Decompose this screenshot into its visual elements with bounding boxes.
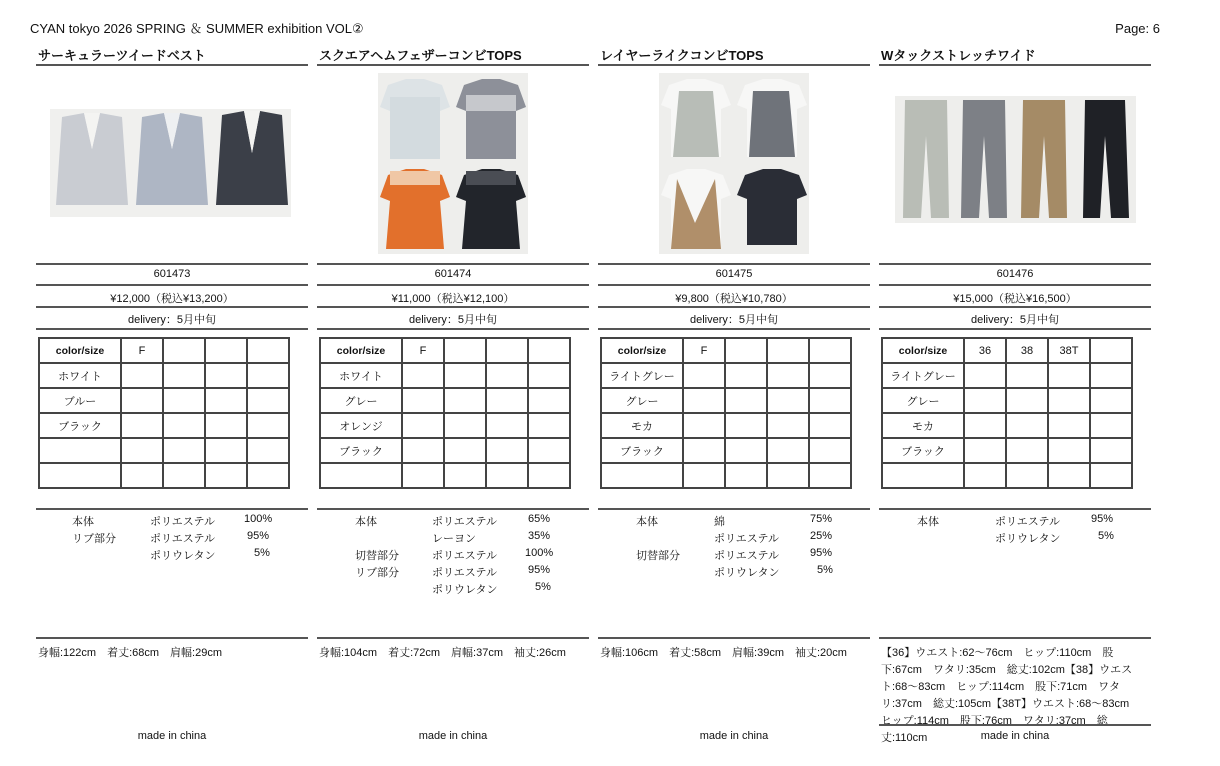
material-fiber: ポリエステル — [714, 533, 780, 545]
size-cell — [486, 338, 528, 363]
color-label: ブラック — [320, 438, 402, 463]
divider — [317, 637, 589, 639]
color-label: ブラック — [39, 413, 121, 438]
material-percent: 100% — [525, 547, 554, 559]
material-part: 切替部分 — [355, 550, 399, 562]
size-color-table — [319, 337, 571, 489]
size-color-table — [881, 337, 1133, 489]
material-percent: 95% — [810, 547, 833, 559]
product-price: ¥15,000（税込¥16,500） — [953, 293, 1077, 305]
made-in: made in china — [980, 730, 1050, 742]
size-color-table — [38, 337, 290, 489]
divider — [317, 306, 589, 308]
material-fiber: ポリウレタン — [432, 584, 498, 596]
material-fiber: 綿 — [714, 516, 725, 528]
size-cell: 38T — [1048, 338, 1090, 363]
material-fiber: レーヨン — [432, 533, 476, 545]
size-cell: 38 — [1006, 338, 1048, 363]
product-name: サーキュラーツイードベスト — [38, 48, 206, 63]
product-name: スクエアヘムフェザーコンビTOPS — [319, 48, 522, 63]
size-cell — [725, 338, 767, 363]
color-label: グレー — [882, 388, 964, 413]
color-label: ブラック — [882, 438, 964, 463]
product-code: 601476 — [996, 268, 1034, 280]
size-color-table — [600, 337, 852, 489]
divider — [36, 64, 308, 66]
divider — [36, 284, 308, 286]
material-fiber: ポリエステル — [432, 516, 498, 528]
garment-top-orange — [380, 169, 450, 249]
made-in: made in china — [418, 730, 488, 742]
product-card — [879, 0, 1151, 766]
size-cell — [205, 338, 247, 363]
color-label — [882, 463, 964, 488]
divider — [879, 263, 1151, 265]
material-fiber: ポリエステル — [150, 533, 216, 545]
material-part: リブ部分 — [355, 567, 399, 579]
divider — [36, 263, 308, 265]
product-code: 601475 — [715, 268, 753, 280]
measurements: 身幅:106cm 着丈:58cm 肩幅:39cm 袖丈:20cm — [600, 647, 847, 659]
color-label: ホワイト — [39, 363, 121, 388]
table-header: color/size — [320, 338, 402, 363]
garment-top-black — [456, 169, 526, 249]
size-cell: F — [683, 338, 725, 363]
garment-top-gray — [456, 79, 526, 159]
color-label — [320, 463, 402, 488]
material-fiber: ポリエステル — [150, 516, 216, 528]
material-fiber: ポリエステル — [432, 567, 498, 579]
divider — [598, 637, 870, 639]
product-photo — [50, 109, 291, 222]
color-label: グレー — [320, 388, 402, 413]
garment-top-lightgray — [661, 79, 731, 157]
divider — [879, 724, 1151, 726]
color-label: モカ — [882, 413, 964, 438]
size-cell — [528, 338, 570, 363]
material-part: 本体 — [917, 516, 939, 528]
divider — [879, 64, 1151, 66]
table-header: color/size — [601, 338, 683, 363]
product-name: レイヤーライクコンビTOPS — [600, 48, 764, 63]
size-cell — [767, 338, 809, 363]
product-price: ¥11,000（税込¥12,100） — [391, 293, 515, 305]
material-percent: 35% — [528, 530, 551, 542]
size-cell — [247, 338, 289, 363]
divider — [879, 637, 1151, 639]
material-part: 本体 — [72, 516, 94, 528]
material-percent: 95% — [1091, 513, 1114, 525]
delivery: delivery：5月中旬 — [408, 314, 498, 326]
garment-top-white — [380, 79, 450, 159]
material-fiber: ポリエステル — [714, 550, 780, 562]
divider — [879, 306, 1151, 308]
color-label: モカ — [601, 413, 683, 438]
divider — [317, 263, 589, 265]
color-label: ライトグレー — [601, 363, 683, 388]
material-fiber: ポリウレタン — [714, 567, 780, 579]
size-cell: F — [121, 338, 163, 363]
product-card — [598, 0, 870, 766]
material-percent: 5% — [1098, 530, 1114, 542]
material-fiber: ポリウレタン — [150, 550, 216, 562]
color-label: グレー — [601, 388, 683, 413]
garment-top-gray — [737, 79, 807, 157]
size-cell — [163, 338, 205, 363]
material-percent: 100% — [244, 513, 273, 525]
divider — [598, 508, 870, 510]
product-price: ¥9,800（税込¥10,780） — [675, 293, 793, 305]
garment-top-black — [737, 169, 807, 245]
made-in: made in china — [699, 730, 769, 742]
divider — [36, 637, 308, 639]
color-label — [39, 438, 121, 463]
divider — [598, 328, 870, 330]
garment-vest-blue — [136, 113, 208, 205]
delivery: delivery：5月中旬 — [689, 314, 779, 326]
color-label — [601, 463, 683, 488]
size-cell: 36 — [964, 338, 1006, 363]
material-fiber: ポリエステル — [995, 516, 1061, 528]
material-part: 切替部分 — [636, 550, 680, 562]
divider — [598, 306, 870, 308]
divider — [879, 284, 1151, 286]
size-cell — [444, 338, 486, 363]
delivery: delivery：5月中旬 — [127, 314, 217, 326]
divider — [317, 328, 589, 330]
product-price: ¥12,000（税込¥13,200） — [110, 293, 234, 305]
material-fiber: ポリエステル — [432, 550, 498, 562]
color-label: ブルー — [39, 388, 121, 413]
divider — [36, 328, 308, 330]
table-header: color/size — [39, 338, 121, 363]
delivery: delivery：5月中旬 — [970, 314, 1060, 326]
made-in: made in china — [137, 730, 207, 742]
product-code: 601473 — [153, 268, 191, 280]
product-photo — [659, 73, 809, 259]
table-header: color/size — [882, 338, 964, 363]
divider — [598, 263, 870, 265]
size-cell — [1090, 338, 1132, 363]
material-part: リブ部分 — [72, 533, 116, 545]
divider — [598, 284, 870, 286]
material-percent: 5% — [254, 547, 270, 559]
color-label: ライトグレー — [882, 363, 964, 388]
divider — [879, 508, 1151, 510]
measurements: 身幅:104cm 着丈:72cm 肩幅:37cm 袖丈:26cm — [319, 647, 566, 659]
divider — [36, 508, 308, 510]
color-label: ホワイト — [320, 363, 402, 388]
measurements: 【36】ウエスト:62～76cm ヒップ:110cm 股下:67cm ワタリ:35cm 総丈:102cm【38】ウエスト:68～83cm ヒップ:114cm 股下:71cm ワタリ:37cm 総丈:105cm【38T】ウエスト:68～83cm ヒップ:114cm 股下:76cm ワタリ:37cm 総丈:110cm — [881, 647, 1141, 744]
measurements: 身幅:122cm 着丈:68cm 肩幅:29cm — [38, 647, 222, 659]
color-label: オレンジ — [320, 413, 402, 438]
garment-vest-white — [56, 113, 128, 205]
garment-vest-black — [216, 111, 288, 205]
divider — [317, 284, 589, 286]
page-title: CYAN tokyo 2026 SPRING ＆ SUMMER exhibition VOL② — [30, 21, 364, 36]
material-part: 本体 — [636, 516, 658, 528]
product-name: Wタックストレッチワイド — [881, 48, 1036, 63]
product-card — [36, 0, 308, 766]
color-label — [39, 463, 121, 488]
color-label: ブラック — [601, 438, 683, 463]
material-percent: 95% — [528, 564, 551, 576]
divider — [36, 306, 308, 308]
garment-top-mocha — [661, 169, 731, 249]
product-photo — [895, 96, 1136, 228]
material-percent: 5% — [817, 564, 833, 576]
divider — [317, 64, 589, 66]
size-cell: F — [402, 338, 444, 363]
divider — [598, 64, 870, 66]
material-part: 本体 — [355, 516, 377, 528]
material-percent: 75% — [810, 513, 833, 525]
material-percent: 25% — [810, 530, 833, 542]
product-card — [317, 0, 589, 766]
size-cell — [809, 338, 851, 363]
material-percent: 95% — [247, 530, 270, 542]
product-photo — [378, 73, 528, 259]
material-percent: 65% — [528, 513, 551, 525]
divider — [317, 508, 589, 510]
material-percent: 5% — [535, 581, 551, 593]
page-number: Page: 6 — [1115, 21, 1160, 36]
divider — [879, 328, 1151, 330]
product-code: 601474 — [434, 268, 472, 280]
material-fiber: ポリウレタン — [995, 533, 1061, 545]
